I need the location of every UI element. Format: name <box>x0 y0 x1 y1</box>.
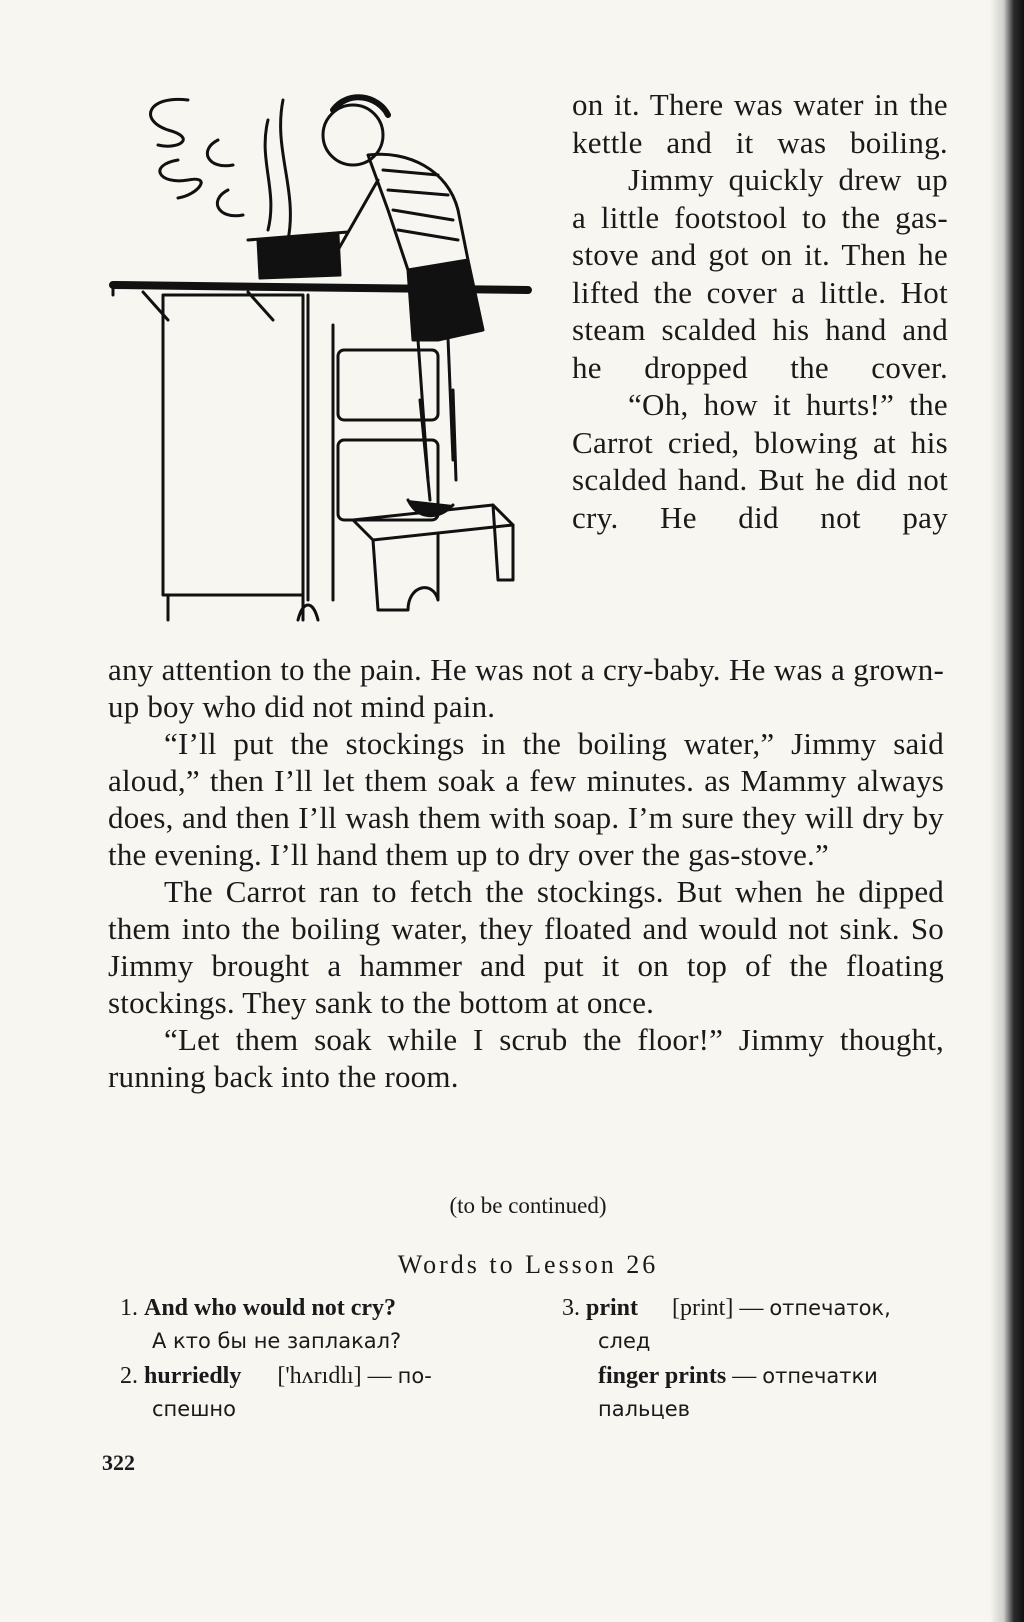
vocab-translation: А кто бы не заплакал? <box>152 1329 402 1353</box>
vocab-dash: — <box>726 1363 763 1389</box>
vocab-number: 3. <box>562 1295 580 1321</box>
main-paragraph: The Carrot ran to fetch the stockings. But when he dipped them into the boiling water, they floated and would not sink. So Jimmy brought a hammer and put it on top of the floating stockings. They sank to the bottom at once. <box>108 874 944 1020</box>
main-paragraph: any attention to the pain. He was not a cry-baby. He was a grown-up boy who did not mind pain. <box>108 652 944 724</box>
main-paragraphs <box>108 651 944 1095</box>
to-be-continued-note: (to be continued) <box>449 1193 607 1218</box>
vocab-translation-cont: пальцев <box>598 1397 690 1421</box>
main-paragraph: “Let them soak while I scrub the floor!” Jimmy thought, running back into the room. <box>108 1022 944 1094</box>
vocab-translation: отпечаток, <box>769 1296 891 1320</box>
vocab-item-1 <box>120 1292 520 1358</box>
vocab-translation-cont: след <box>598 1329 651 1353</box>
side-paragraphs <box>572 86 948 536</box>
vocab-item-4 <box>598 1360 958 1426</box>
vocab-term: And who would not cry? <box>144 1295 397 1321</box>
vocab-item-2 <box>120 1360 520 1426</box>
page-edge-shadow <box>990 0 1024 1622</box>
vocab-term: print <box>586 1295 639 1321</box>
boy-at-stove-illustration <box>108 80 548 640</box>
side-paragraph: on it. There was water in the kettle and it was boiling. <box>572 87 948 160</box>
vocab-term: finger prints <box>598 1363 727 1389</box>
vocab-transcription: [print] — <box>672 1295 764 1321</box>
words-section-title: Words to Lesson 26 <box>397 1250 659 1279</box>
vocab-transcription: ['hʌrıdlı] — <box>277 1363 392 1389</box>
vocab-translation: отпечатки <box>762 1364 878 1388</box>
vocab-number: 2. <box>120 1363 138 1389</box>
page-number: 322 <box>102 1450 135 1475</box>
vocab-number: 1. <box>120 1295 138 1321</box>
main-paragraph: “I’ll put the stockings in the boiling water,” Jimmy said aloud,” then I’ll let them soak a few minutes. as Mammy always does, and then I’ll wash them with soap. I’m sure they will dry by the evening. I’ll hand them up to dry over the gas-stove.” <box>108 726 944 872</box>
vocab-translation-cont: спешно <box>152 1397 236 1421</box>
side-paragraph: “Oh, how it hurts!” the Carrot cried, blowing at his scalded hand. But he did not cry. He did not pay <box>572 387 948 535</box>
vocab-item-3 <box>562 1292 942 1358</box>
side-paragraph: Jimmy quickly drew up a little footstool to the gas-stove and got on it. Then he lifted the cover a little. Hot steam scalded his hand and he dropped the cover. <box>572 162 948 385</box>
vocab-term: hurriedly <box>144 1363 242 1389</box>
vocab-translation: по- <box>397 1364 432 1388</box>
